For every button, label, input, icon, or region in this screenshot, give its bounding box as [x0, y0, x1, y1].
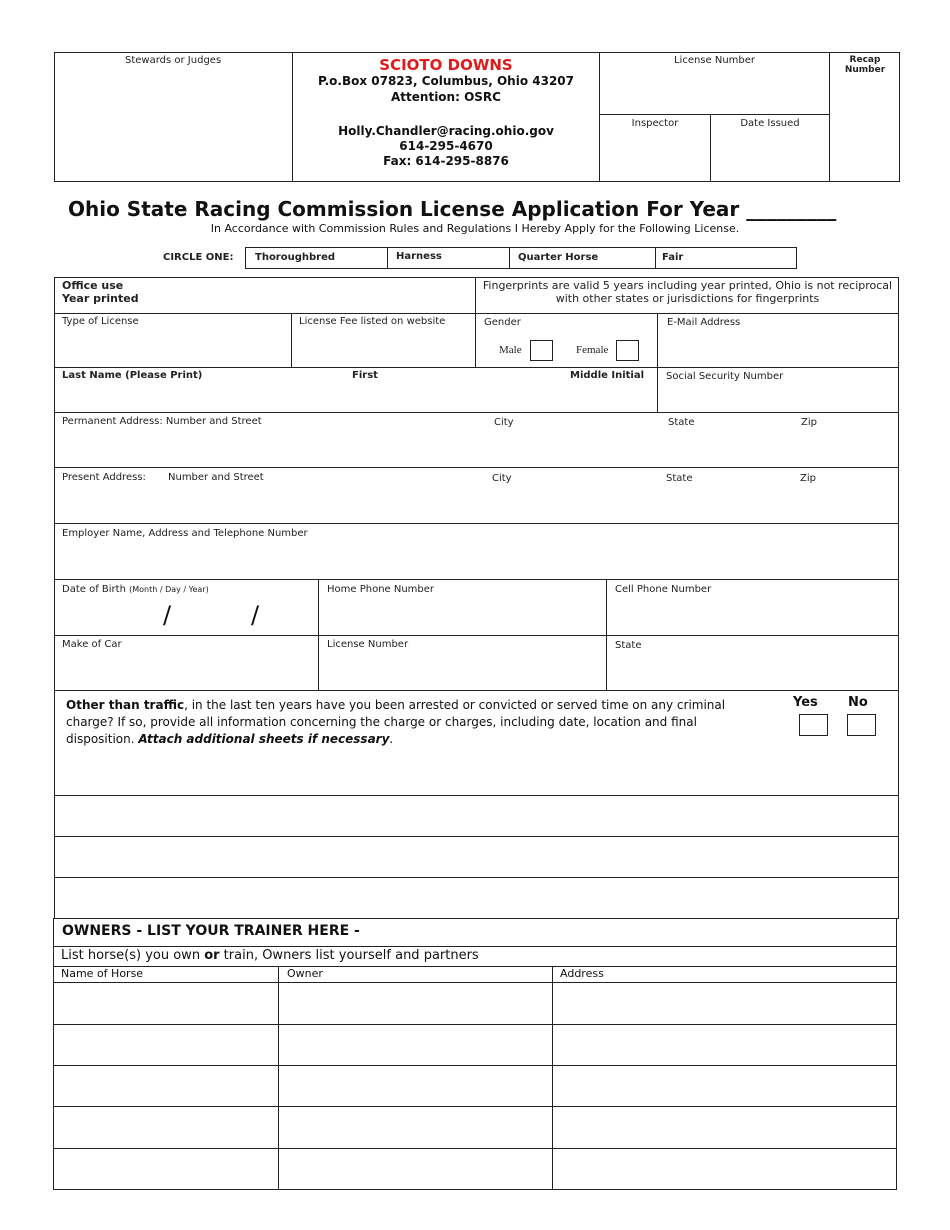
- dob-label-text: Date of Birth: [62, 584, 126, 595]
- track-name: SCIOTO DOWNS: [379, 56, 513, 74]
- criminal-intro: Other than traffic: [66, 698, 185, 712]
- type-of-license-input[interactable]: [62, 332, 284, 360]
- gender-label: Gender: [484, 317, 521, 328]
- address-input-4[interactable]: [559, 1116, 891, 1140]
- yes-checkbox[interactable]: [799, 714, 828, 736]
- cell-phone-label: Cell Phone Number: [615, 584, 712, 595]
- dob-format: (Month / Day / Year): [129, 585, 209, 594]
- fingerprint-note-1: Fingerprints are valid 5 years including year printed, Ohio is not reciprocal: [482, 279, 893, 292]
- owners-col-div-2: [552, 966, 553, 1190]
- page-subtitle: In Accordance with Commission Rules and Regulations I Hereby Apply for the Following License.: [210, 222, 740, 235]
- present-state-input[interactable]: [666, 492, 791, 516]
- owners-instruction-b: train, Owners list yourself and partners: [219, 948, 479, 963]
- perm-zip-label: Zip: [801, 417, 817, 428]
- present-address-label: Present Address:: [62, 472, 146, 483]
- ssn-label: Social Security Number: [666, 371, 784, 382]
- office-use-label: Office use: [62, 279, 124, 292]
- present-zip-label: Zip: [800, 473, 816, 484]
- fingerprint-note-2: with other states or jurisdictions for fingerprints: [555, 292, 820, 305]
- owner-input-3[interactable]: [285, 1074, 545, 1098]
- row3-bottom: [54, 412, 899, 413]
- option-fair[interactable]: Fair: [662, 252, 684, 263]
- year-blank: _________: [746, 197, 837, 221]
- male-checkbox[interactable]: [530, 340, 553, 361]
- row2-div-3: [657, 313, 658, 412]
- owner-input-4[interactable]: [285, 1116, 545, 1140]
- perm-street-input[interactable]: [62, 436, 482, 460]
- last-name-label: Last Name (Please Print): [62, 370, 203, 381]
- col-horse-header: Name of Horse: [61, 967, 144, 980]
- owners-instruction-divider: [53, 966, 897, 967]
- col-owner-header: Owner: [287, 967, 323, 980]
- row2-bottom: [54, 367, 899, 368]
- address-input-2[interactable]: [559, 1033, 891, 1057]
- owners-row-divider-3: [53, 1106, 897, 1107]
- contact-fax: Fax: 614-295-8876: [383, 154, 509, 168]
- recap-label-1: Recap: [849, 55, 881, 65]
- car-license-input[interactable]: [327, 656, 599, 682]
- owner-input-1[interactable]: [285, 992, 545, 1016]
- email-label: E-Mail Address: [667, 317, 741, 328]
- row7-bottom: [54, 635, 899, 636]
- home-phone-input[interactable]: [327, 602, 599, 628]
- perm-zip-input[interactable]: [801, 436, 893, 460]
- home-phone-label: Home Phone Number: [327, 584, 435, 595]
- owners-row-divider-4: [53, 1148, 897, 1149]
- header-divider-2: [599, 52, 600, 182]
- car-state-label: State: [615, 640, 642, 651]
- year-input[interactable]: [736, 200, 881, 220]
- license-fee-label: License Fee listed on website: [299, 316, 446, 327]
- owners-header-divider: [53, 982, 897, 983]
- row6-bottom: [54, 579, 899, 580]
- type-of-license-label: Type of License: [62, 316, 139, 327]
- owners-instruction-or: or: [204, 948, 220, 963]
- owners-row-divider-1: [53, 1024, 897, 1025]
- first-name-label: First: [352, 370, 378, 381]
- criminal-text-3: disposition.: [66, 732, 139, 746]
- row2-div-1: [291, 313, 292, 367]
- criminal-line-divider-3: [54, 877, 899, 878]
- horse-name-input-5[interactable]: [60, 1158, 272, 1182]
- horse-name-input-4[interactable]: [60, 1116, 272, 1140]
- criminal-details-input-4[interactable]: [62, 884, 892, 910]
- employer-input[interactable]: [62, 546, 892, 572]
- owners-heading: OWNERS - LIST YOUR TRAINER HERE -: [62, 923, 360, 939]
- car-license-label: License Number: [327, 639, 409, 650]
- male-label: Male: [499, 344, 522, 356]
- criminal-text-3-end: .: [389, 732, 394, 746]
- owners-heading-divider: [53, 946, 897, 947]
- circle-one-label: CIRCLE ONE:: [163, 252, 234, 263]
- email-input[interactable]: [667, 333, 893, 361]
- employer-label: Employer Name, Address and Telephone Number: [62, 528, 308, 539]
- dob-year-input[interactable]: [266, 606, 314, 628]
- horse-name-input-2[interactable]: [60, 1033, 272, 1057]
- middle-initial-input[interactable]: [570, 386, 652, 408]
- option-divider-2: [509, 247, 510, 269]
- address-input-1[interactable]: [559, 992, 891, 1016]
- dob-day-input[interactable]: [180, 606, 246, 628]
- present-city-input[interactable]: [492, 492, 657, 516]
- contact-email: Holly.Chandler@racing.ohio.gov: [338, 124, 554, 138]
- criminal-details-input-3[interactable]: [62, 843, 892, 869]
- dob-slash-2: /: [251, 601, 260, 629]
- row1-bottom: [54, 313, 899, 314]
- address-input-3[interactable]: [559, 1074, 891, 1098]
- cell-phone-input[interactable]: [615, 602, 893, 628]
- middle-initial-label: Middle Initial: [570, 370, 645, 381]
- perm-city-label: City: [494, 417, 514, 428]
- col-address-header: Address: [560, 967, 604, 980]
- option-harness[interactable]: Harness: [396, 251, 442, 262]
- present-zip-input[interactable]: [800, 492, 892, 516]
- criminal-text-1: , in the last ten years have you been arrested or convicted or served time on any criminal: [184, 698, 726, 712]
- perm-address-label: Permanent Address: Number and Street: [62, 416, 262, 427]
- perm-state-label: State: [668, 417, 695, 428]
- present-city-label: City: [492, 473, 512, 484]
- track-address: P.o.Box 07823, Columbus, Ohio 43207: [318, 74, 574, 88]
- criminal-line-3: [66, 731, 771, 748]
- female-label: Female: [576, 344, 609, 356]
- present-street-input[interactable]: [62, 492, 482, 516]
- owners-row-divider-2: [53, 1065, 897, 1066]
- yes-label: Yes: [793, 695, 818, 710]
- page-title-text: Ohio State Racing Commission License Application For Year: [68, 197, 740, 221]
- page-title: [68, 197, 836, 221]
- no-label: No: [848, 695, 868, 710]
- criminal-question: [66, 697, 771, 748]
- license-number-label: License Number: [673, 55, 756, 66]
- criminal-details-input-2[interactable]: [62, 802, 892, 828]
- make-of-car-input[interactable]: [62, 656, 312, 682]
- criminal-details-input-1[interactable]: [62, 760, 892, 786]
- inspector-label: Inspector: [631, 118, 679, 129]
- track-attention: Attention: OSRC: [391, 90, 501, 104]
- last-name-input[interactable]: [62, 386, 342, 408]
- license-fee-input[interactable]: [299, 332, 469, 360]
- criminal-attach-note: Attach additional sheets if necessary: [138, 732, 390, 746]
- dob-label: [62, 584, 209, 595]
- owners-instruction: [61, 948, 479, 963]
- perm-city-input[interactable]: [494, 436, 659, 460]
- ssn-input[interactable]: [666, 387, 892, 409]
- horse-name-input-3[interactable]: [60, 1074, 272, 1098]
- perm-state-input[interactable]: [668, 436, 793, 460]
- horse-name-input-1[interactable]: [60, 992, 272, 1016]
- header-license-divider: [599, 114, 829, 115]
- criminal-line-divider-2: [54, 836, 899, 837]
- criminal-line-2: charge? If so, provide all information concerning the charge or charges, including date, location and final: [66, 715, 697, 729]
- owners-instruction-a: List horse(s) you own: [61, 948, 205, 963]
- row2-div-2: [475, 313, 476, 367]
- owner-input-2[interactable]: [285, 1033, 545, 1057]
- first-name-input[interactable]: [352, 386, 562, 408]
- row5-bottom: [54, 523, 899, 524]
- year-printed-label: Year printed: [62, 292, 139, 305]
- car-state-input[interactable]: [615, 656, 893, 682]
- owner-input-5[interactable]: [285, 1158, 545, 1182]
- date-issued-label: Date Issued: [740, 118, 800, 129]
- option-quarter-horse[interactable]: Quarter Horse: [518, 252, 599, 263]
- owners-col-div-1: [278, 966, 279, 1190]
- criminal-line-1: [66, 697, 771, 714]
- present-street-label: Number and Street: [168, 472, 264, 483]
- no-checkbox[interactable]: [847, 714, 876, 736]
- address-input-5[interactable]: [559, 1158, 891, 1182]
- option-thoroughbred[interactable]: Thoroughbred: [255, 252, 336, 263]
- criminal-line-divider-1: [54, 795, 899, 796]
- female-checkbox[interactable]: [616, 340, 639, 361]
- make-of-car-label: Make of Car: [62, 639, 122, 650]
- stewards-label: Stewards or Judges: [125, 55, 222, 66]
- dob-month-input[interactable]: [100, 606, 158, 628]
- option-divider-1: [387, 247, 388, 269]
- contact-phone: 614-295-4670: [399, 139, 493, 153]
- present-state-label: State: [666, 473, 693, 484]
- recap-label-2: Number: [844, 65, 886, 75]
- row4-bottom: [54, 467, 899, 468]
- dob-slash-1: /: [163, 601, 172, 629]
- option-divider-3: [655, 247, 656, 269]
